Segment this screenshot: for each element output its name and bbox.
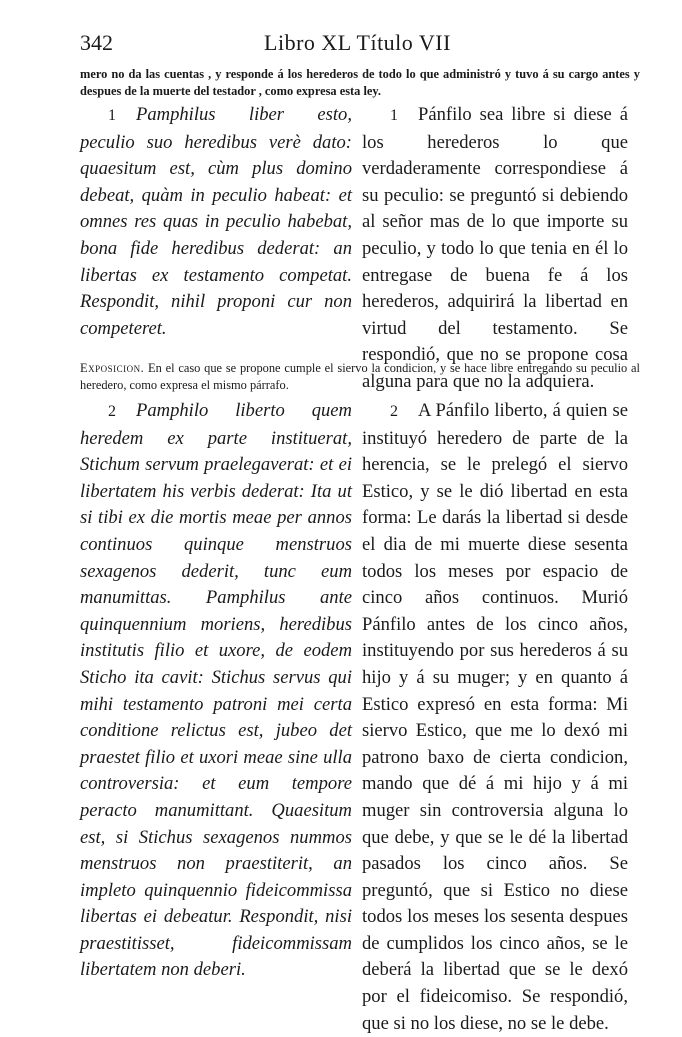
continuation-note: mero no da las cuentas , y responde á los herederos de todo lo que administró y tuvo á su cargo antes y despues de la muerte del testador , como expresa esta ley. (80, 67, 640, 98)
section-2-spanish-text: A Pánfilo liberto, á quien se instituyó heredero de parte de la herencia, se le prelegó el siervo Estico, y se le dió libertad en esta forma: Le darás la libertad si desde el dia de mi muerte diese sesenta todos los meses por espacio de cinco años continuos. Murió Pánfilo antes de los cinco años, instituyendo por sus herederos á su hijo y á su muger; y en quanto á Estico expresó en esta forma: Mi siervo Estico, que me lo dexó mi patrono baxo de cierta condicion, mando que dé á mi hijo y á mi muger sin controversia alguna lo que debe, y que se le dé la libertad pasados los cinco años. Se preguntó, que si Estico no diese todos los meses los sesenta despues de cumplidos los cinco años, se le deberá la libertad que se le dexó por el fideicomiso. Se respondió, que si no los diese, no se le debe. (362, 400, 628, 1034)
section-1-spanish (362, 102, 628, 396)
section-2-latin-text: Pamphilo liberto quem heredem ex parte instituerat, Stichum servum praelegaverat: et ei libertatem his verbis dederat: Ita ut si tibi ex die mortis meae per annos continuos quinque menstruos sexagenos dederit, tunc eum manumittas. Pamphilus ante quinquennium moriens, heredibus institutis filio et uxore, de eodem Sticho ita cavit: Stichus servus qui mihi testamento patroni mei certa conditione relictus est, jubeo det praestet filio et uxori meae sine ulla controversia: et eum tempore peracto manumittant. Quaesitum est, si Stichus sexagenos nummos menstruos non praestiterit, an impleto quinquennio fideicommissa libertas ei debeatur. Respondit, nisi praestitisset, fideicommissam libertatem non deberi. (80, 400, 352, 981)
section-1-number-latin: 1 (108, 107, 116, 124)
section-2-number-latin: 2 (108, 403, 116, 420)
section-1-latin-text: Pamphilus liber esto, peculio suo heredibus verè dato: quaesitum est, cùm plus domino debeat, quàm in peculio habeat: et omnes res quas in peculio habebat, bona fide heredibus dederat: an libertas ex testamento competat. Respondit, nihil proponi cur non competeret. (80, 104, 352, 339)
section-1-number-spanish: 1 (390, 107, 398, 124)
section-2-spanish (362, 398, 628, 1037)
page-header (80, 30, 635, 60)
exposicion-note (80, 360, 640, 394)
exposicion-label: Exposicion. (80, 361, 145, 375)
section-1-latin (80, 102, 352, 342)
section-2-number-spanish: 2 (390, 403, 398, 420)
section-2-latin (80, 398, 352, 984)
page-number: 342 (80, 30, 113, 55)
running-title: Libro XL Título VII (264, 30, 451, 55)
exposicion-text: En el caso que se propone cumple el siervo la condicion, y se hace libre entregando su peculio al heredero, como expresa el mismo párrafo. (80, 361, 640, 392)
section-1-spanish-text: Pánfilo sea libre si diese á los herederos lo que verdaderamente correspondiese á su peculio: se preguntó si debiendo al señor mas de lo que importe su peculio, y todo lo que tenia en él lo entregase de buena fe á los herederos, adquirirá la libertad en virtud del testamento. Se respondió, que no se propone cosa alguna para que no la adquiera. (362, 104, 628, 392)
